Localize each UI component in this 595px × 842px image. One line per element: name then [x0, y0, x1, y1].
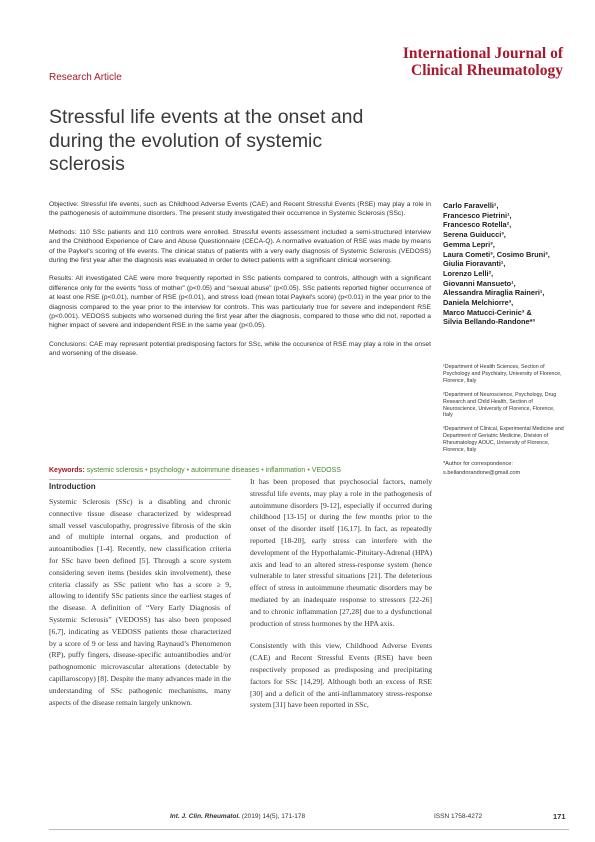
- affiliation: ³Department of Clinical, Experimental Medicine and Department of Geriatric Medicine, Division of Rheumatology AOUC, University of Florence, Florence, Italy: [443, 426, 564, 454]
- journal-name-line2: Clinical Rheumatology: [411, 62, 563, 79]
- keyword-separator: •: [145, 467, 148, 474]
- footer-journal-abbrev: Int. J. Clin. Rheumatol.: [170, 813, 241, 820]
- abstract-objective: Objective: Stressful life events, such as Childhood Adverse Events (CAE) and Recent Stressful Events (RSE) may play a role in the pathogenesis of autoimmune disorders. The present study investigated their occurrence in Systemic Sclerosis (SSc).: [49, 201, 431, 218]
- keyword: systemic sclerosis: [86, 467, 144, 474]
- footer-citation: [170, 813, 305, 820]
- body-column-left: [49, 496, 231, 719]
- page-number: 171: [553, 812, 566, 821]
- keywords: [49, 467, 431, 474]
- article-type: Research Article: [49, 72, 122, 83]
- footer-issn: ISSN 1758-4272: [434, 813, 483, 820]
- author: Francesco Pietrini¹,: [443, 210, 512, 220]
- keywords-label: Keywords:: [49, 467, 85, 474]
- journal-name: [363, 45, 563, 79]
- intro-rule: [49, 479, 231, 480]
- author: Lorenzo Lelli²,: [443, 268, 494, 278]
- paragraph: It has been proposed that psychosocial factors, namely stressful life events, may play a role in the pathogenesis of autoimmune disorders [9-12], especially if occurred during childhood [13-15] or during the few months prior to the onset of the disorder itself [16,17]. In fact, as repeatedly reported [18-20], early stress can interfere with the development of the Hypothalamic-Pituitary-Adrenal (HPA) axis and lead to an altered stress-response system (hence vulnerable to later stressful situations [21]. The deleterious effect of stress in autoimmune rheumatic disorders may be mediated by an inadequate response to stressors [22-26] and to chronic inflammation [27,28] due to a dysfunctional production of stress hormones by the HPA axis.: [250, 477, 432, 628]
- keyword: psychology: [149, 467, 185, 474]
- section-heading-introduction: Introduction: [49, 482, 96, 491]
- abstract-results: Results: All investigated CAE were more frequently reported in SSc patients compared to controls, although with a significant difference only for the events “loss of mother” (p<0.05) and “sexual abuse” (p<0.05). SSc patients reported higher occurrence of at least one RSE (p<0.01), number of RSE (p<0.01), and stress load (mean total Paykel's score) (p<0.01) in the year prior to the diagnosis compared to the year prior to the interview for controls. This was particularly true for severe and independent RSE (p<0.001). VEDOSS subjects who worsened during the first year after the diagnosis, compared to those who did not, reported a higher impact of severe and independent RSE in the same year (p<0.05).: [49, 275, 431, 330]
- abstract-conclusions: Conclusions: CAE may represent potential predisposing factors for SSc, while the occurence of RSE may play a role in the onset and worsening of the disease.: [49, 340, 431, 358]
- correspondence: [443, 460, 565, 477]
- body-column-right: [250, 476, 432, 722]
- footer-volume: (2019) 14(5), 171-178: [241, 813, 306, 820]
- article-title: Stressful life events at the onset and during the evolution of systemic sclerosis: [49, 106, 364, 175]
- paragraph: Systemic Sclerosis (SSc) is a disabling and chronic connective tissue disease characterized by widespread small vessel vasculopathy, progressive fibrosis of the skin and of multiple internal organs, and production of autoantibodies [1-4]. Recently, new classification criteria for SSc have been defined [5]. Through a score system considering seven items (besides skin involvement), these criteria classify as SSc patient who has a score ≥ 9, allowing to identify SSc patients since the earliest stages of the disease. A definition of “Very Early Diagnosis of Systemic Sclerosis” (VEDOSS) has also been proposed [6,7], indicating as VEDOSS patients those characterized by a score of 9 or less and having Raynaud’s Phenomenon (RP), puffy fingers, disease-specific autoantibodies and/or pathognomonic microvascular alterations (detectable by capillaroscopy) [8]. Despite the many advances made in the understanding of SSc pathogenic mechanisms, many aspects of the disease remain largely unknown.: [49, 497, 231, 707]
- abstract: [49, 200, 431, 368]
- keyword-separator: •: [261, 467, 264, 474]
- author: Carlo Faravelli¹,: [443, 201, 499, 210]
- author: Serena Guiducci³,: [443, 230, 506, 240]
- abstract-methods: Methods: 110 SSc patients and 110 controls were enrolled. Stressful events assessment included a semi-structured interview and the Childhood Experience of Care and Abuse Questionnaire (CECA-Q). A normative evaluation of RSE was made by means of the Paykel's scoring of life events. The clinical status of patients with a very early diagnosis of Systemic Sclerosis (VEDOSS) during the first year after the diagnosis was evaluated in order to detect patients with a significant clinical worsening.: [49, 228, 431, 265]
- paragraph: Consistently with this view, Childhood Adverse Events (CAE) and Recent Stressful Events (RSE) have been respectively proposed as predisposing and precipitating factors for SSc [14,29]. Although both an excess of RSE [30] and a deficit of the anti-inflammatory stress-response system [31] have been reported in SSc,: [250, 641, 432, 710]
- author: Marco Matucci-Cerinic³ &: [443, 307, 532, 317]
- correspondence-email[interactable]: s.bellandorandone@gmail.com: [443, 469, 521, 476]
- author: Giovanni Mansueto¹,: [443, 278, 516, 288]
- footer-rule: [49, 829, 569, 830]
- author-list: [443, 201, 563, 327]
- affiliation: ¹Department of Health Sciences, Section of Psychology and Psychiatry, University of Florence, Florence, Italy: [443, 364, 562, 384]
- author: Laura Cometi³, Cosimo Bruni³,: [443, 249, 550, 259]
- correspondence-label: *Author for correspondence:: [443, 461, 513, 467]
- author: Gemma Lepri³,: [443, 239, 495, 249]
- author: Alessandra Miraglia Raineri¹,: [443, 288, 545, 298]
- keyword: VEDOSS: [311, 467, 341, 474]
- author: Silvia Bellando-Randone*³: [443, 317, 535, 327]
- affiliations: [443, 364, 565, 461]
- affiliation: ²Department of Neuroscience, Psychology, Drug Research and Child Health, Section of Neuroscience, University of Florence, Florence, Italy: [443, 391, 557, 419]
- keyword-separator: •: [307, 467, 310, 474]
- keyword: autoimmune diseases: [191, 467, 260, 474]
- keyword-separator: •: [186, 467, 190, 474]
- author: Francesco Rotella²,: [443, 220, 512, 230]
- keyword: inflammation: [265, 467, 306, 474]
- author: Giulia Fioravanti¹,: [443, 259, 506, 269]
- journal-name-line1: International Journal of: [402, 45, 563, 62]
- author: Daniela Melchiorre³,: [443, 298, 514, 308]
